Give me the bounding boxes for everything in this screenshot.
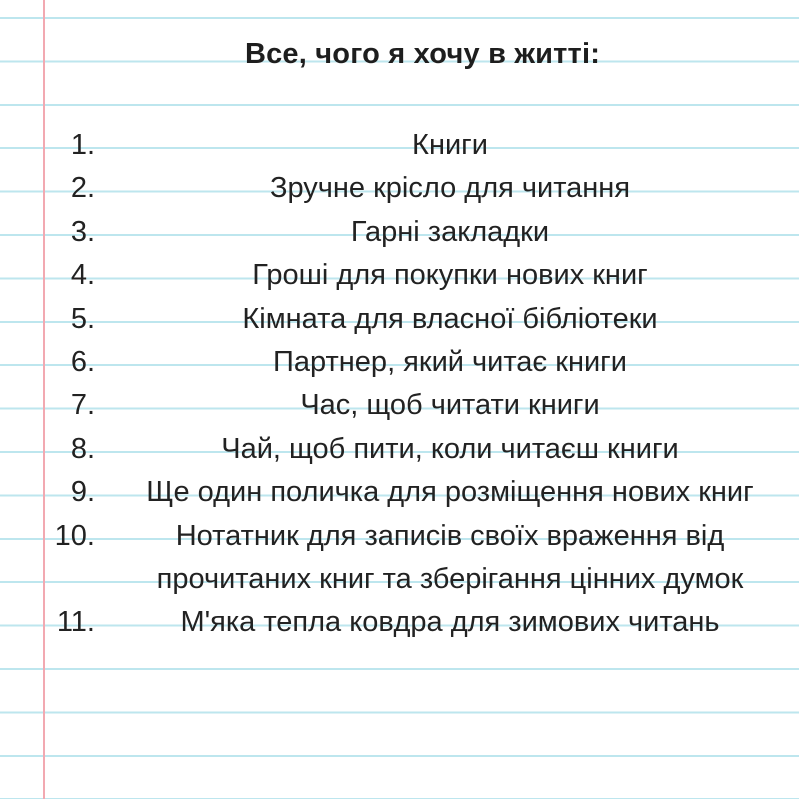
list-item <box>0 384 799 427</box>
list-item-number: 11. <box>56 606 95 639</box>
list-item-text: Зручне крісло для читання <box>269 172 631 205</box>
page-title: Все, чого я хочу в житті: <box>244 38 601 70</box>
list-item-text: Нотатник для записів своїх враження від прочитаних книг та зберігання цінних думок <box>156 519 744 596</box>
wish-list <box>0 124 799 645</box>
list-item-text: Гроші для покупки нових книг <box>252 259 648 292</box>
list-item-number: 6. <box>70 346 95 379</box>
list-item-number: 5. <box>70 302 95 335</box>
list-item-text: Чай, щоб пити, коли читаєш книги <box>221 432 679 465</box>
list-item-number: 9. <box>70 476 95 509</box>
list-item-number: 3. <box>70 215 95 248</box>
list-item-number: 7. <box>70 389 95 422</box>
list-item-number: 4. <box>70 259 95 292</box>
list-item <box>0 341 799 384</box>
list-item <box>0 298 799 341</box>
list-item-text: Гарні закладки <box>350 215 550 248</box>
list-item <box>0 254 799 297</box>
list-item <box>0 471 799 514</box>
list-item-text: Книги <box>412 129 488 161</box>
list-item <box>0 428 799 471</box>
list-item <box>0 211 799 254</box>
list-item-number: 8. <box>70 432 95 465</box>
list-item <box>0 124 799 167</box>
list-item-number: 10. <box>54 519 95 552</box>
list-item-text: Ще один поличка для розміщення нових книг <box>146 476 754 509</box>
list-item <box>0 515 799 602</box>
list-item <box>0 601 799 644</box>
list-item-text: Час, щоб читати книги <box>300 389 600 422</box>
list-item-number: 1. <box>70 129 95 161</box>
list-item-number: 2. <box>70 172 95 205</box>
list-item-text: М'яка тепла ковдра для зимових читань <box>180 606 720 639</box>
list-item-text: Партнер, який читає книги <box>273 346 627 379</box>
list-item-text: Кімната для власної бібліотеки <box>242 302 658 335</box>
list-item <box>0 167 799 210</box>
